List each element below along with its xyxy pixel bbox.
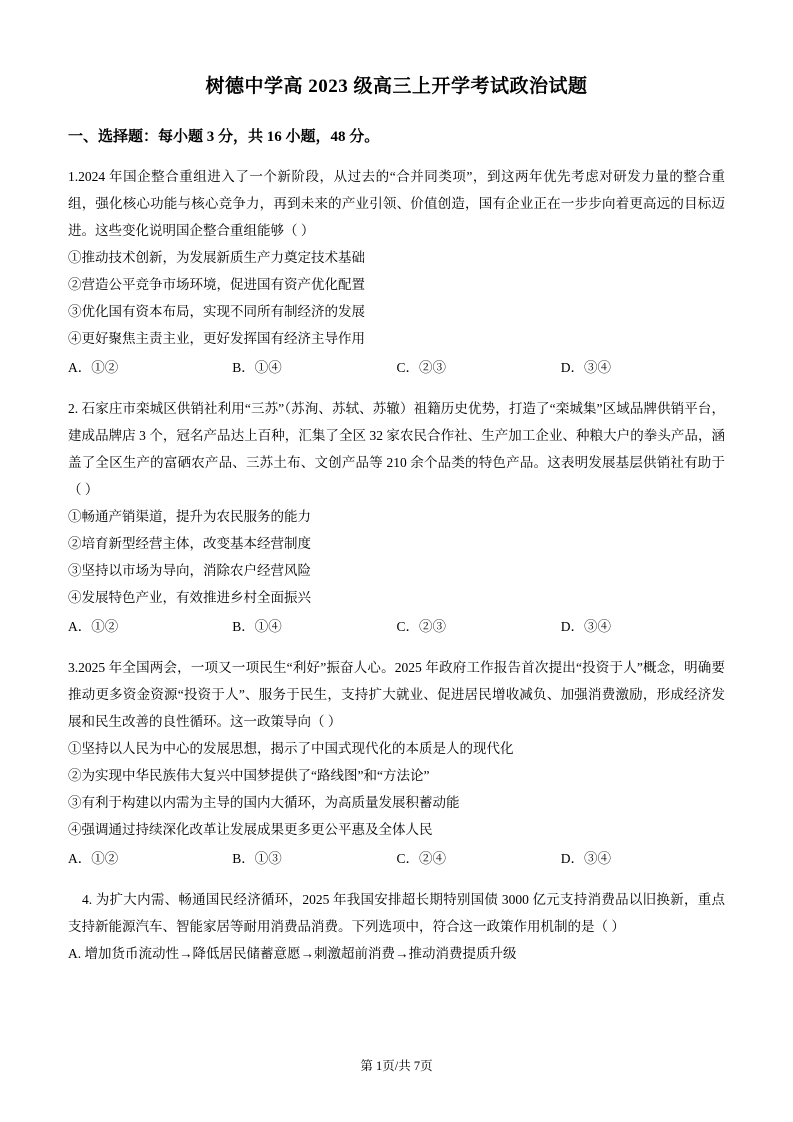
question-option: ④更好聚焦主责主业，更好发挥国有经济主导作用: [68, 330, 365, 346]
answer-choices: [68, 354, 725, 381]
question-option: ②为实现中华民族伟大复兴中国梦提供了“路线图”和“方法论”: [68, 767, 430, 783]
question-block: [68, 654, 725, 872]
question-block: [68, 163, 725, 381]
answer-choice-b: B．①④: [232, 359, 282, 375]
answer-choice-d: D．③④: [560, 618, 611, 634]
question-stem: 1.2024 年国企整合重组进入了一个新阶段，从过去的“合并同类项”，到这两年优先考虑对研发力量的整合重组，强化核心功能与核心竞争力，再到未来的产业引领、价值创造，国有企业正在一步步向着更高远的目标迈进。这些变化说明国企整合重组能够（ ）: [68, 168, 725, 238]
page-footer: 第 1页/共 7页: [360, 1059, 433, 1073]
question-option: ①推动技术创新，为发展新质生产力奠定技术基础: [68, 249, 365, 265]
question-option: ②培育新型经营主体，改变基本经营制度: [68, 535, 311, 551]
question-option: ②营造公平竞争市场环境，促进国有资产优化配置: [68, 276, 365, 292]
question-block: [68, 886, 725, 967]
answer-choice-d: D．③④: [560, 850, 611, 866]
answer-choices: [68, 845, 725, 872]
question-block: [68, 395, 725, 640]
question-option: ④发展特色产业，有效推进乡村全面振兴: [68, 589, 311, 605]
answer-choice-c: C．②③: [396, 359, 447, 375]
answer-choice-a: A．①②: [68, 618, 119, 634]
question-option: ①畅通产销渠道，提升为农民服务的能力: [68, 508, 311, 524]
answer-choice-c: C．②④: [396, 850, 447, 866]
question-option: ③坚持以市场为导向，消除农户经营风险: [68, 562, 311, 578]
answer-choice-b: B．①③: [232, 850, 282, 866]
answer-choice-b: B．①④: [232, 618, 282, 634]
section-heading: 一、选择题：每小题 3 分，共 16 小题，48 分。: [68, 128, 380, 145]
question-stem: 4. 为扩大内需、畅通国民经济循环，2025 年我国安排超长期特别国债 3000 亿元支持消费品以旧换新，重点支持新能源汽车、智能家居等耐用消费品消费。下列选项中，符合这一政策作用机制的是（ ）: [68, 891, 725, 934]
question-option: ①坚持以人民为中心的发展思想，揭示了中国式现代化的本质是人的现代化: [68, 740, 514, 756]
answer-choice-d: D．③④: [560, 359, 611, 375]
question-option: ③优化国有资本布局，实现不同所有制经济的发展: [68, 303, 365, 319]
question-option: A. 增加货币流动性→降低居民储蓄意愿→刺激超前消费→推动消费提质升级: [68, 945, 517, 961]
answer-choices: [68, 613, 725, 640]
answer-choice-a: A．①②: [68, 850, 119, 866]
answer-choice-c: C．②③: [396, 618, 447, 634]
question-stem: 2. 石家庄市栾城区供销社利用“三苏”（苏洵、苏轼、苏辙）祖籍历史优势，打造了“栾城集”区域品牌供销平台，建成品牌店 3 个，冠名产品达上百种，汇集了全区 32 家农民合作社、生产加工企业、种粮大户的拳头产品，涵盖了全区生产的富硒农产品、三苏土布、文创产品等 210 余个品类的特色产品。这表明发展基层供销社有助于（ ）: [68, 400, 725, 497]
page-title: 树德中学高 2023 级高三上开学考试政治试题: [205, 76, 588, 97]
question-option: ④强调通过持续深化改革让发展成果更多更公平惠及全体人民: [68, 821, 433, 837]
answer-choice-a: A．①②: [68, 359, 119, 375]
question-stem: 3.2025 年全国两会，一项又一项民生“利好”振奋人心。2025 年政府工作报告首次提出“投资于人”概念，明确要推动更多资金资源“投资于人”、服务于民生，支持扩大就业、促进居民增收减负、加强消费激励，形成经济发展和民生改善的良性循环。这一政策导向（ ）: [68, 659, 725, 729]
question-option: ③有利于构建以内需为主导的国内大循环，为高质量发展积蓄动能: [68, 794, 460, 810]
